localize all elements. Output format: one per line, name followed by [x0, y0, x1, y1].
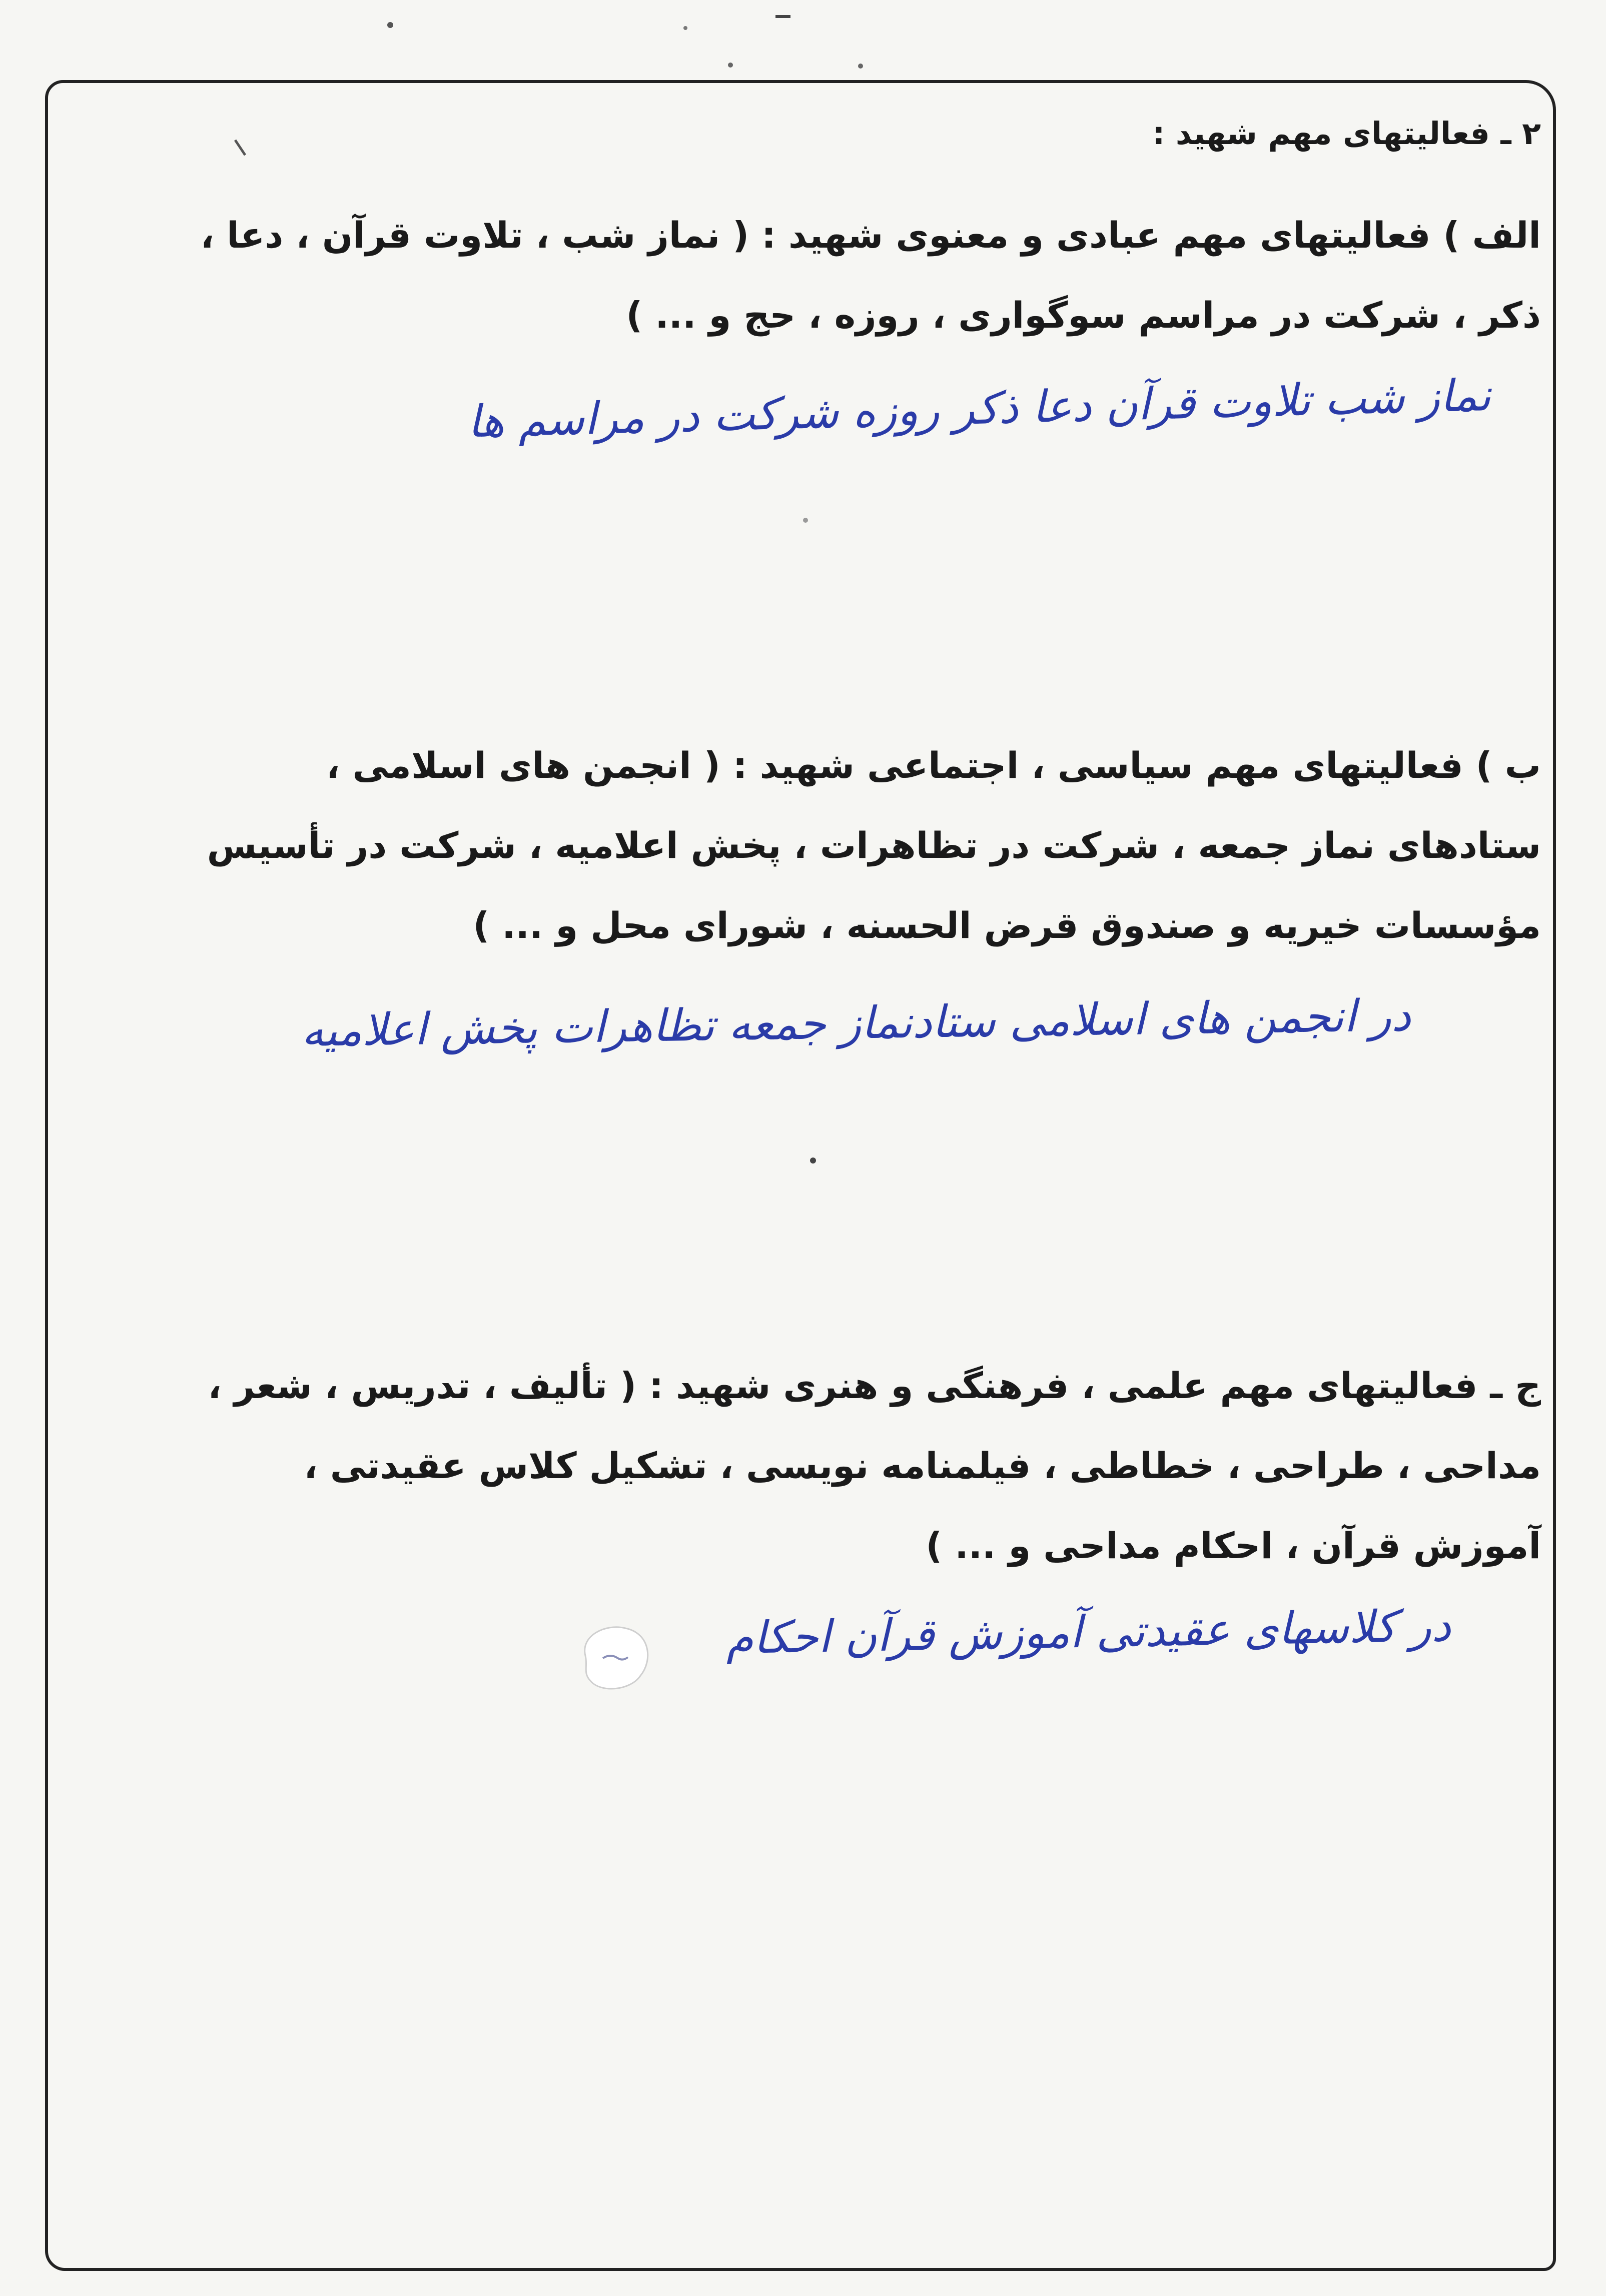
printed-line: ب ) فعالیتهای مهم سیاسی ، اجتماعی شهید : ( انجمن های اسلامی ،: [326, 744, 1541, 786]
printed-line: ذکر ، شرکت در مراسم سوگواری ، روزه ، حج و ... ): [626, 294, 1541, 336]
section-jim: [60, 1346, 1541, 1664]
handwritten-answer: در کلاسهای عقیدتی آموزش قرآن احکام: [725, 1600, 1451, 1664]
printed-line: مداحی ، طراحی ، خطاطی ، فیلمنامه نویسی ، تشکیل کلاس عقیدتی ،: [304, 1445, 1541, 1487]
section-alef: [60, 195, 1541, 448]
handwritten-answer: در انجمن های اسلامی ستادنماز جمعه تظاهرات پخش اعلامیه: [301, 989, 1411, 1056]
printed-line: ستادهای نماز جمعه ، شرکت در تظاهرات ، پخش اعلامیه ، شرکت در تأسیس: [207, 824, 1541, 866]
correction-fluid-blot: [575, 1621, 655, 1696]
section-be: [60, 725, 1541, 1056]
handwritten-answer: نماز شب تلاوت قرآن دعا ذکر روزه شرکت در مراسم ها: [467, 369, 1492, 448]
printed-line: الف ) فعالیتهای مهم عبادی و معنوی شهید : ( نماز شب ، تلاوت قرآن ، دعا ،: [200, 214, 1541, 256]
printed-line: ج ـ فعالیتهای مهم علمی ، فرهنگی و هنری شهید : ( تألیف ، تدریس ، شعر ،: [208, 1365, 1541, 1407]
section-heading: ۲ ـ فعالیتهای مهم شهید :: [1152, 115, 1541, 152]
printed-line: آموزش قرآن ، احکام مداحی و ... ): [926, 1525, 1541, 1567]
printed-line: مؤسسات خیریه و صندوق قرض الحسنه ، شورای محل و ... ): [473, 904, 1541, 946]
